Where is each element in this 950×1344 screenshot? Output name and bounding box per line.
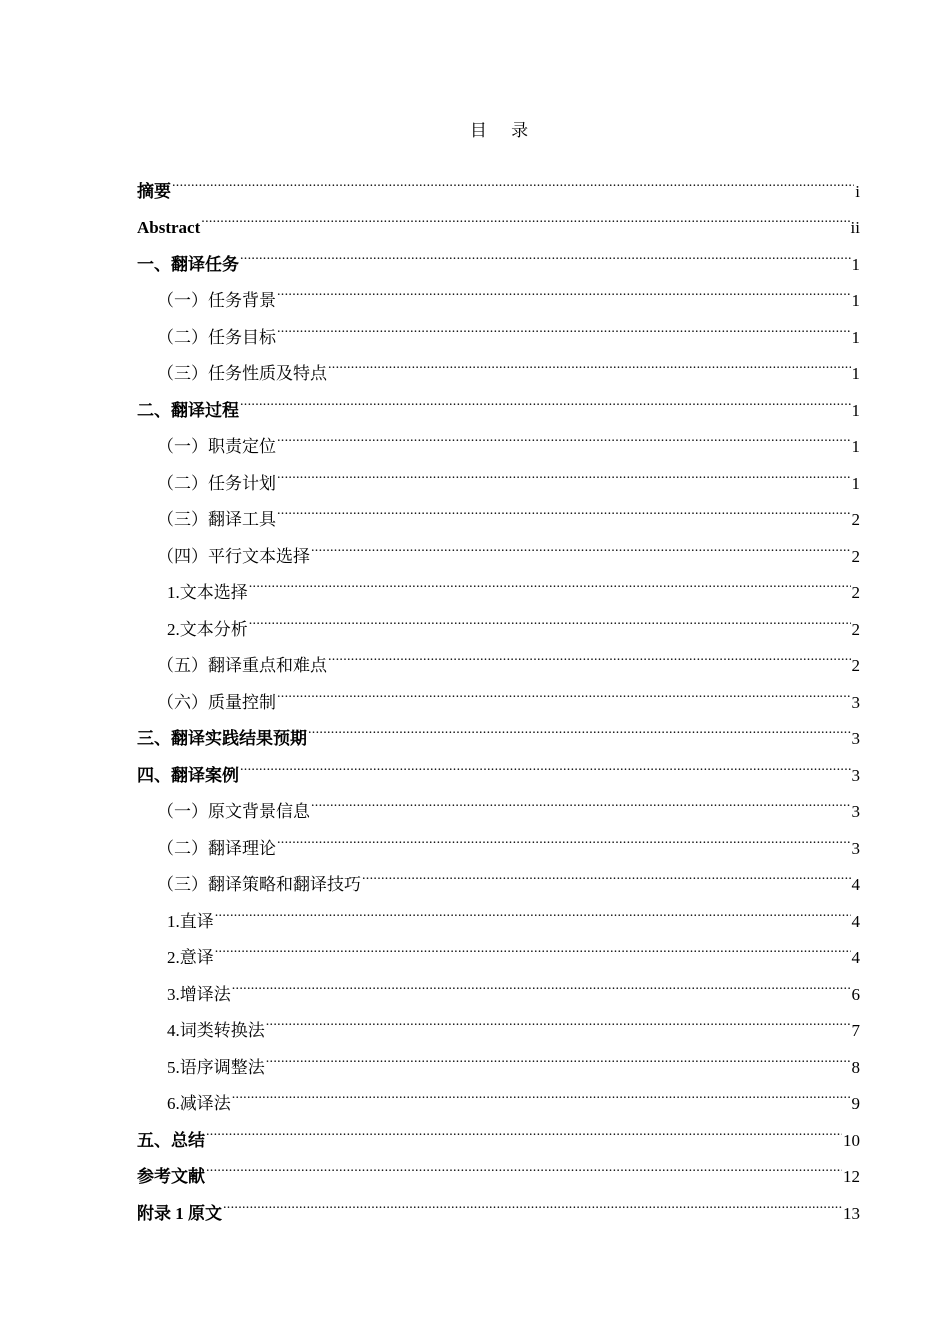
toc-dot-leader <box>215 890 851 927</box>
toc-dot-leader <box>328 635 851 672</box>
toc-dot-leader <box>266 1036 851 1073</box>
toc-entry-page-number: 12 <box>843 1167 860 1186</box>
toc-entry-label: 2.意译 <box>167 948 214 967</box>
toc-entry-page-number: 8 <box>851 1057 860 1077</box>
toc-entry-label: （三）任务性质及特点 <box>157 364 327 383</box>
toc-entry-label: （六）质量控制 <box>157 692 276 712</box>
toc-dot-leader <box>232 963 851 1000</box>
toc-dot-leader <box>240 744 851 781</box>
toc-entry-page-number: 1 <box>851 254 860 274</box>
toc-entry-page-number: i <box>855 181 860 201</box>
toc-entry-page-number: 13 <box>843 1203 860 1223</box>
toc-entry-page-number: 3 <box>851 729 860 748</box>
toc-entry[interactable] <box>137 744 860 785</box>
toc-dot-leader <box>277 489 851 526</box>
toc-entry-page-number: 6 <box>851 984 860 1004</box>
toc-entry[interactable] <box>137 781 860 821</box>
toc-entry-label: （三）翻译工具 <box>157 510 276 529</box>
toc-entry-page-number: 2 <box>851 510 860 529</box>
toc-entry[interactable] <box>137 1182 860 1223</box>
toc-entry-label: （二）翻译理论 <box>157 838 276 858</box>
toc-entry-label: 三、翻译实践结果预期 <box>137 729 307 748</box>
toc-dot-leader <box>223 1182 842 1219</box>
toc-title: 目 录 <box>469 121 539 140</box>
toc-entry[interactable] <box>137 416 860 456</box>
toc-entry[interactable] <box>137 197 860 237</box>
toc-dot-leader <box>266 1000 851 1037</box>
toc-entry-label: 参考文献 <box>137 1167 205 1186</box>
toc-dot-leader <box>215 927 851 964</box>
toc-entry-label: （三）翻译策略和翻译技巧 <box>157 875 361 894</box>
toc-entry-label: 摘要 <box>137 181 171 201</box>
toc-entry-page-number: 2 <box>851 583 860 602</box>
toc-entry-page-number: 3 <box>851 802 860 821</box>
toc-entry-page-number: 1 <box>851 437 860 456</box>
toc-entry-label: （五）翻译重点和难点 <box>157 656 327 675</box>
toc-entry-page-number: 7 <box>851 1021 860 1040</box>
toc-entry[interactable] <box>137 1109 860 1150</box>
toc-entry-label: （一）原文背景信息 <box>157 802 310 821</box>
toc-entry-page-number: 3 <box>851 838 860 858</box>
toc-entry-page-number: 10 <box>843 1130 860 1150</box>
toc-entry-page-number: 9 <box>851 1094 860 1113</box>
toc-dot-leader <box>249 598 851 635</box>
toc-dot-leader <box>172 160 854 197</box>
toc-dot-leader <box>277 416 851 453</box>
toc-entry-page-number: ii <box>850 218 860 237</box>
toc-dot-leader <box>277 817 851 854</box>
toc-entry-label: 4.词类转换法 <box>167 1021 265 1040</box>
toc-entry-label: 3.增译法 <box>167 984 231 1004</box>
toc-dot-leader <box>328 343 851 380</box>
toc-entry-label: （二）任务目标 <box>157 327 276 347</box>
toc-dot-leader <box>308 708 851 745</box>
toc-entry-page-number: 4 <box>851 948 860 967</box>
toc-dot-leader <box>277 671 851 708</box>
toc-dot-leader <box>240 233 851 270</box>
toc-entry-label: 2.文本分析 <box>167 619 248 639</box>
toc-entry-page-number: 1 <box>851 364 860 383</box>
toc-dot-leader <box>249 562 851 599</box>
toc-entry[interactable] <box>137 890 860 931</box>
toc-entry[interactable] <box>137 1000 860 1040</box>
toc-dot-leader <box>277 452 851 489</box>
toc-entry-page-number: 1 <box>851 473 860 493</box>
toc-entry-label: （二）任务计划 <box>157 473 276 493</box>
toc-entry[interactable] <box>137 160 860 201</box>
toc-list <box>137 160 860 1223</box>
toc-dot-leader <box>362 854 851 891</box>
toc-entry[interactable] <box>137 1073 860 1113</box>
toc-dot-leader <box>206 1146 842 1183</box>
toc-entry[interactable] <box>137 270 860 310</box>
toc-dot-leader <box>277 306 851 343</box>
toc-entry-label: 5.语序调整法 <box>167 1057 265 1077</box>
toc-entry-label: 二、翻译过程 <box>137 400 239 420</box>
toc-entry-label: Abstract <box>137 218 201 237</box>
toc-dot-leader <box>240 379 851 416</box>
toc-dot-leader <box>311 781 851 818</box>
toc-entry[interactable] <box>137 1146 860 1186</box>
toc-dot-leader <box>311 525 851 562</box>
toc-entry-label: 一、翻译任务 <box>137 254 239 274</box>
toc-entry[interactable] <box>137 963 860 1004</box>
toc-entry-label: （四）平行文本选择 <box>157 546 310 566</box>
toc-dot-leader <box>232 1073 851 1110</box>
toc-entry-page-number: 4 <box>851 875 860 894</box>
toc-entry-label: （一）职责定位 <box>157 437 276 456</box>
toc-entry-label: 1.文本选择 <box>167 583 248 602</box>
toc-entry-label: 附录 1 原文 <box>137 1203 222 1223</box>
toc-entry-page-number: 4 <box>851 911 860 931</box>
toc-entry[interactable] <box>137 379 860 420</box>
toc-entry-page-number: 2 <box>851 619 860 639</box>
toc-entry-label: 6.减译法 <box>167 1094 231 1113</box>
toc-entry-label: （一）任务背景 <box>157 291 276 310</box>
toc-entry-page-number: 3 <box>851 765 860 785</box>
toc-dot-leader <box>277 270 851 307</box>
toc-entry-page-number: 2 <box>851 656 860 675</box>
toc-entry-label: 四、翻译案例 <box>137 765 239 785</box>
toc-entry-page-number: 1 <box>851 400 860 420</box>
toc-entry-label: 五、总结 <box>137 1130 205 1150</box>
toc-dot-leader <box>201 197 849 234</box>
toc-entry[interactable] <box>137 233 860 274</box>
toc-entry-page-number: 2 <box>851 546 860 566</box>
toc-entry-page-number: 1 <box>851 327 860 347</box>
toc-dot-leader <box>206 1109 842 1146</box>
toc-entry-label: 1.直译 <box>167 911 214 931</box>
toc-entry-page-number: 3 <box>851 692 860 712</box>
toc-entry-page-number: 1 <box>851 291 860 310</box>
toc-entry[interactable] <box>137 927 860 967</box>
